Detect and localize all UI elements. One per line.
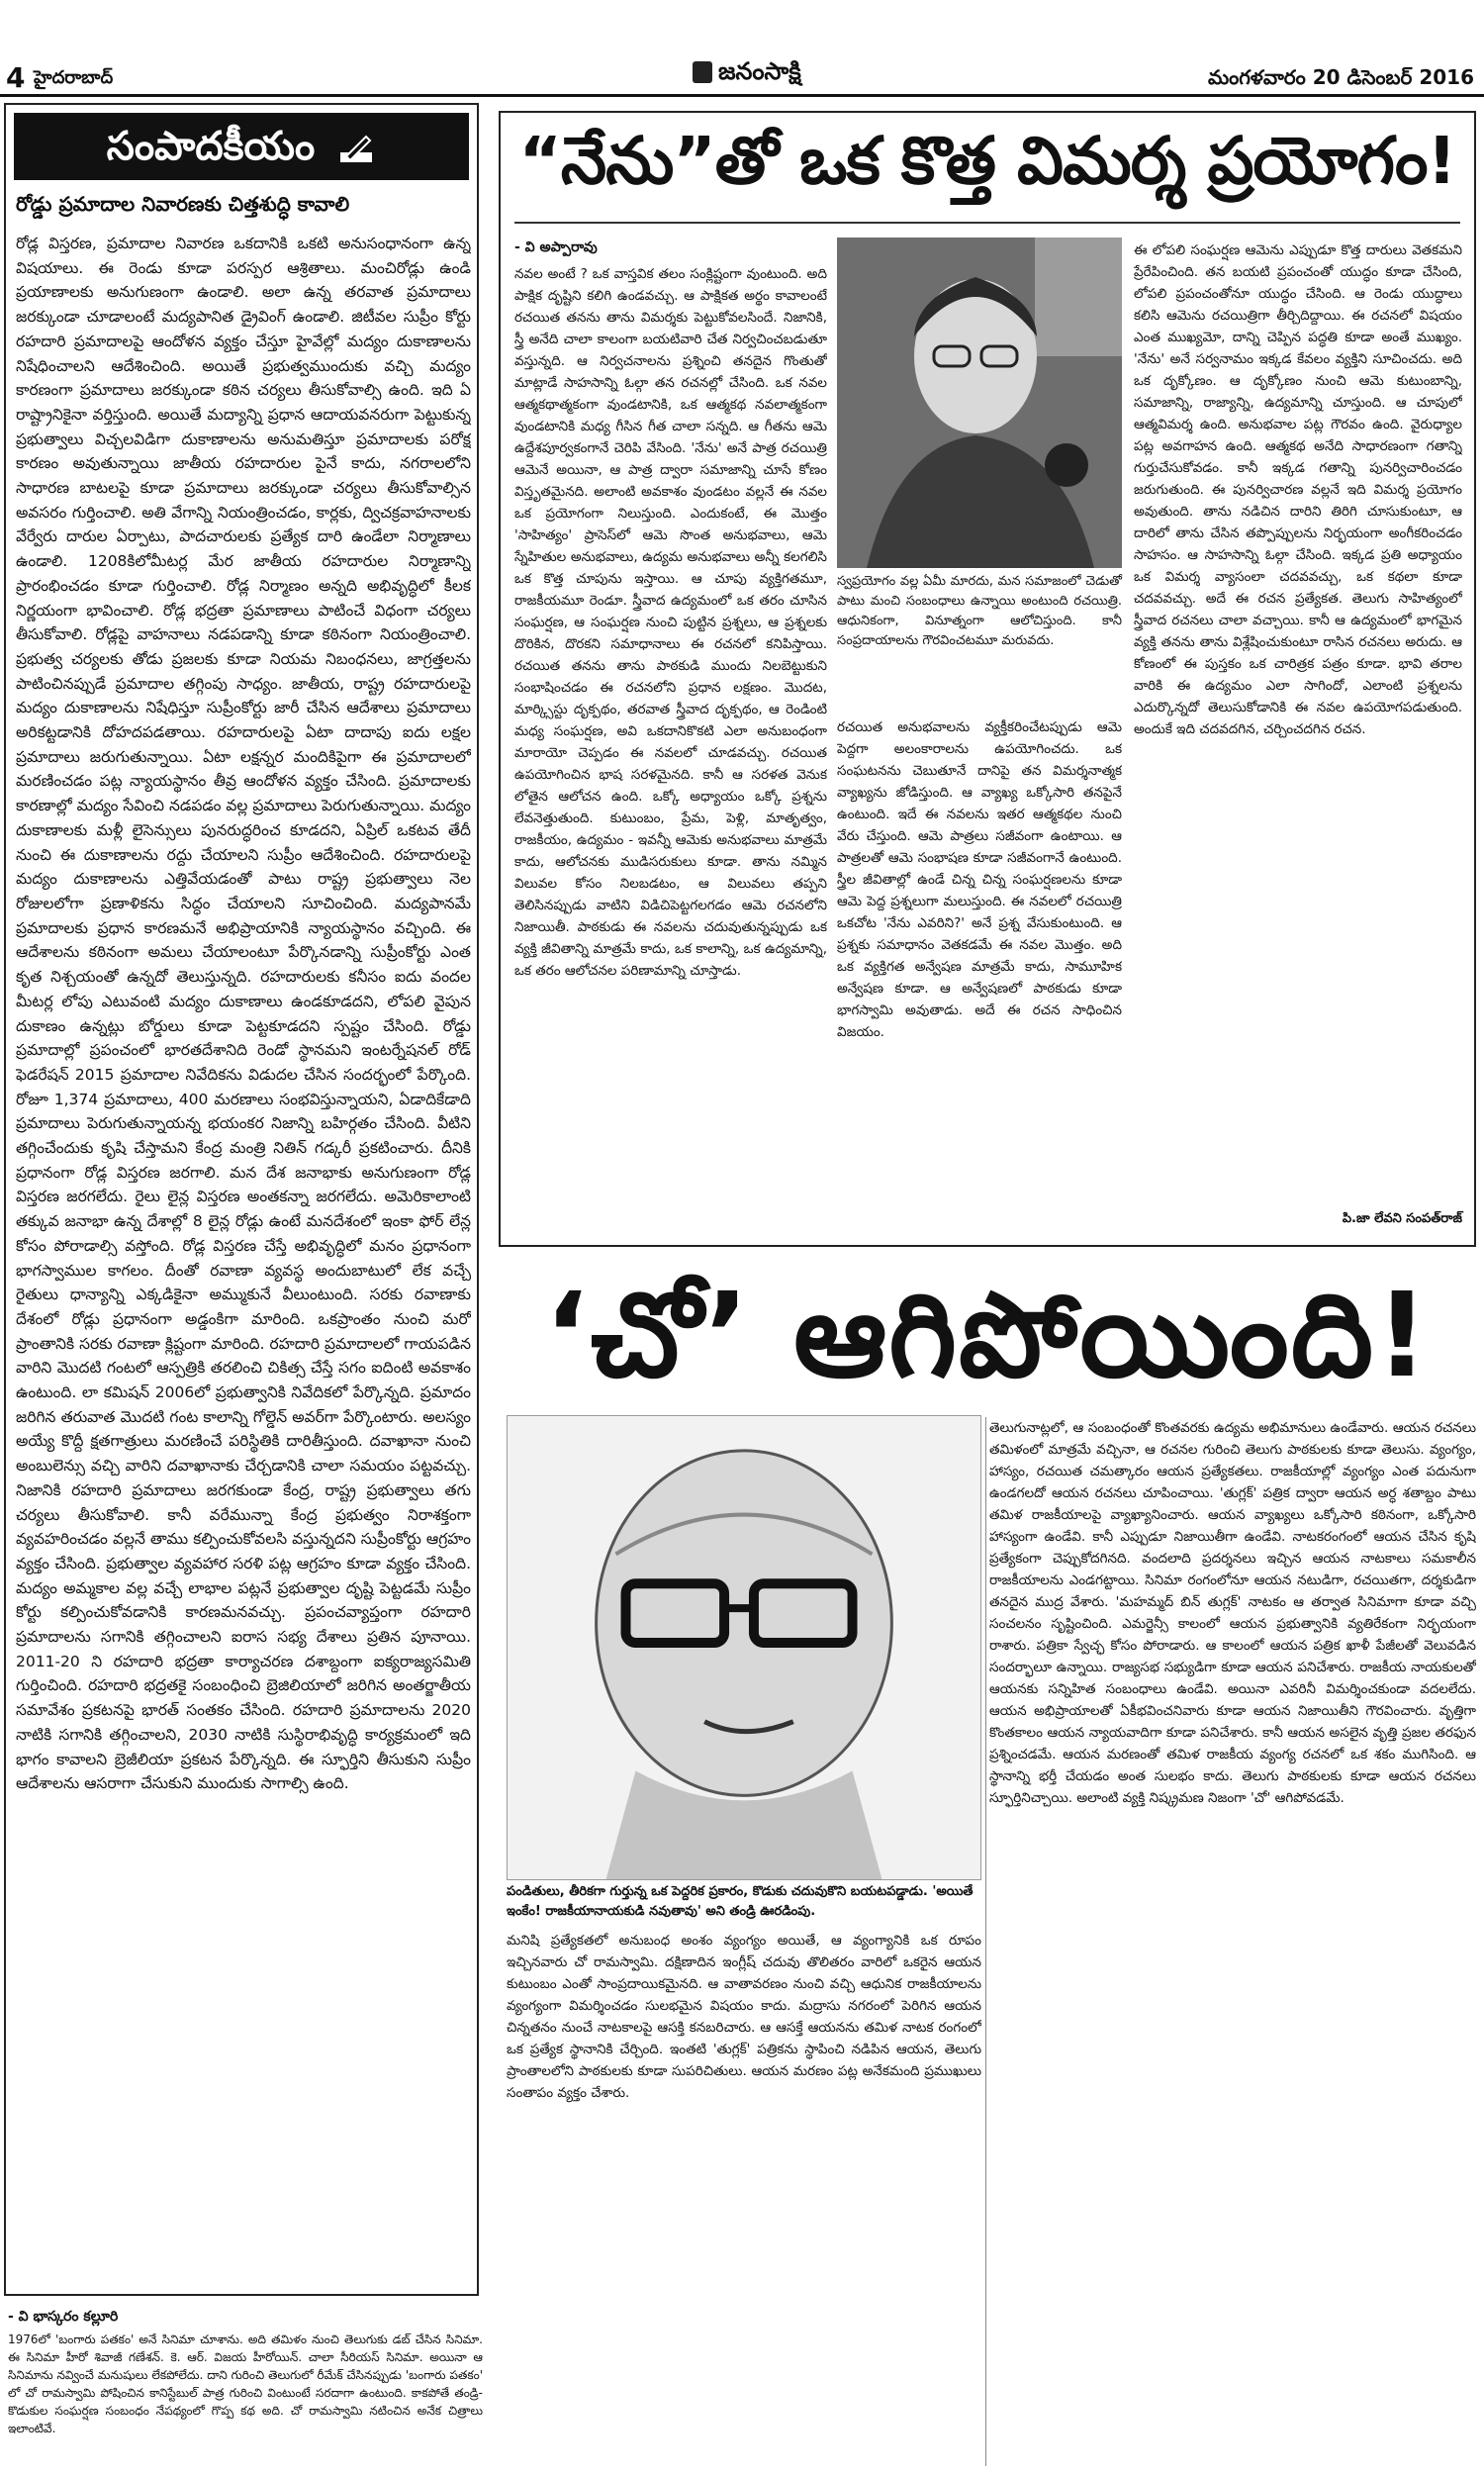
editorial-body: రోడ్ల విస్తరణ, ప్రమాదాల నివారణ ఒకదానికి ఒకటి అనుసంధానంగా ఉన్న విషయాలు. ఈ రెండు కూడా పరస్పర ఆశ్రితాలు. మంచిరోడ్లు ఉండి ప్రయాణాలకు అనుగుణంగా ఉండాలి. అలా ఉన్న తరవాత ప్రమాదాలు జరక్కుండా చూడాలంటే మద్యపానిత డ్రైవింగ్ ఉండాలి. జిటీవల సుప్రీం కోర్టు రహదారి ప్రమాదాలపై ఆందోళన వ్యక్తం చేస్తూ హైవేల్లో మద్యం దుకాణాలను నిషేధించాలని ఆదేశించింది. అయితే ప్రభుత్వముందుకు వచ్చి మద్యం కారణంగా ప్రమాదాలు జరక్కుండా కఠిన చర్యలు తీసుకోవాల్సి ఉంది. ఇది ఏ రాష్ట్రానికైనా వర్తిస్తుంది. అయితే మద్యాన్ని ప్రధాన ఆదాయవనరుగా పెట్టుకున్న ప్రభుత్వాలు విచ్చలవిడిగా దుకాణాలను అనుమతిస్తూ ప్రమాదాలకు పరోక్ష కారణం అవుతున్నాయి జాతీయ రహదారుల పైనే కాదు, నగరాలలోని సాధారణ బాటలపై కూడా ప్రమాదాలు జరక్కుండా చర్యలు తీసుకోవాల్సిన అవసరం గుర్తించాలి. అతి వేగాన్ని నియంత్రించడం, కార్లకు, ద్విచక్రవాహనాలకు వేర్వేరు దారుల ఏర్పాటు, పాదచారులకు ప్రత్యేక దారి ఉండేలా నిర్మాణాలు ఉండాలి. 1208కిలోమీటర్ల మేర జాతీయ రహదారుల నిర్మాణాన్ని ప్రారంభించడం కూడా గుర్తించాలి. రోడ్ల నిర్మాణం అన్నది అభివృద్ధిలో కీలక నిర్ణయంగా భావించాలి. రోడ్ల భద్రతా ప్రమాణాలు పాటించే విధంగా చర్యలు తీసుకోవాలి. రోడ్లపై వాహనాలు నడపడాన్ని కూడా కఠినంగా నియంత్రించాలి. ప్రభుత్వ చర్యలకు తోడు ప్రజలకు కూడా నియమ నిబంధనలు, జాగ్రత్తలను పాటించినప్పుడే ప్రమాదాల తగ్గింపు సాధ్యం. జాతీయ, రాష్ట్ర రహదారులపై మద్యం దుకాణాలను నిషేధిస్తూ సుప్రీంకోర్టు జారీ చేసిన ఆదేశాలు ప్రమాదాలు అరికట్టడానికి దోహదపడతాయి. రహదారులపై ఏటా దాదాపు ఐదు లక్షల ప్రమాదాలు జరుగుతున్నాయి. ఏటా లక్షన్నర మందికిపైగా ఈ ప్రమాదాలలో మరణించడం పట్ల న్యాయస్థానం తీవ్ర ఆందోళన వ్యక్తం చేసింది. ప్రమాదాలకు కారణాల్లో మద్యం సేవించి నడపడం వల్ల ప్రమాదాలు పెరుగుతున్నాయి. మద్యం దుకాణాలకు మళ్లీ లైసెన్సులు పునరుద్ధరించ కూడదని, ఏప్రిల్ ఒకటవ తేదీ నుంచి ఈ దుకాణాలను రద్దు చేయాలని సుప్రీం ఆదేశించింది. రహదారులపై మద్యం దుకాణాలను ఎత్తివేయడంతో పాటు రాష్ట్ర ప్రభుత్వాలు నెల రోజులలోగా ప్రణాళికను సిద్ధం చేయాలని సూచించింది. మద్యపానమే ప్రమాదాలకు ప్రధాన కారణమనే అభిప్రాయానికి న్యాయస్థానం వచ్చింది. ఈ ఆదేశాలను కఠినంగా అమలు చేయాలంటూ పేర్కొనడాన్ని సుప్రీంకోర్టు ఎంత కృత నిశ్చయంతో ఉన్నదో తెలుస్తున్నది. రహదారులకు కనీసం ఐదు వందల మీటర్ల లోపు ఎటువంటి మద్యం దుకాణాలు ఉండకూడదని, లోపలి వైపున దుకాణం ఉన్నట్లు బోర్డులు కూడా పెట్టకూడదని స్పష్టం చేసింది. రోడ్డు ప్రమాదాల్లో ప్రపంచంలో భారతదేశానిది రెండో స్థానమని ఇంటర్నేషనల్ రోడ్ ఫెడరేషన్ 2015 ప్రమాదాల నివేదికను విడుదల చేసిన సందర్భంలో పేర్కొంది. రోజూ 1,374 ప్రమాదాలు, 400 మరణాలు సంభవిస్తున్నాయని, ఏడాదికేడాది ప్రమాదాలు పెరుగుతున్నాయన్న భయంకర నిజాన్ని బహిర్గతం చేసింది. వీటిని తగ్గించేందుకు కృషి చేస్తామని కేంద్ర మంత్రి నితిన్ గడ్కరీ ప్రకటించారు. దీనికి ప్రధానంగా రోడ్ల విస్తరణ జరగాలి. మన దేశ జనాభాకు అనుగుణంగా రోడ్ల విస్తరణ జరగలేదు. రైలు లైన్ల విస్తరణ అంతకన్నా జరగలేదు. అమెరికాలాంటి తక్కువ జనాభా ఉన్న దేశాల్లో 8 లైన్ల రోడ్లు ఉంటే మనదేశంలో ఇంకా ఫోర్ లేన్ల కోసం పోరాడాల్సి వస్తోంది. రోడ్ల విస్తరణ చేస్తే అభివృద్ధిలో మనం ప్రధానంగా భాగస్వాముల కాగలం. దీంతో రవాణా వ్యవస్థ అందుబాటులో లేక వచ్చే రైతులు ధాన్యాన్ని ఎక్కడికైనా అమ్ముకునే వీలుంటుంది. సరకు రవాణాకు దేశంలో రోడ్లు ప్రధానంగా అడ్డంకిగా మారింది. ఒకప్రాంతం నుంచి మరో ప్రాంతానికి సరకు రవాణా క్లిష్టంగా మారింది. రహదారి ప్రమాదాలలో గాయపడిన వారిని మొదటి గంటలో ఆస్పత్రికి తరలించి చికిత్స చేస్తే సగం ఐదింటి అవకాశం ఉంటుంది. లా కమిషన్ 2006లో ప్రభుత్వానికి నివేదికలో పేర్కొన్నది. ప్రమాదం జరిగిన తరువాత మొదటి గంట కాలాన్ని గోల్డెన్ అవర్‌గా పేర్కొంటారు. అలస్యం అయ్యే కొద్దీ క్షతగాత్రులు మరణించే పరిస్థితికి దారితీస్తుంది. దవాఖానా నుంచి అంబులెన్సు వచ్చి వారిని దవాఖానాకు చేర్చడానికి చాలా సమయం పట్టవచ్చు. నిజానికి రహదారి ప్రమాదాలు జరగకుండా కేంద్ర, రాష్ట్ర ప్రభుత్వాలు తగు చర్యలు తీసుకోవాలి. కానీ వరేమున్నా కేంద్ర ప్రభుత్వం నిరాశక్తంగా వ్యవహరించడం వల్లనే తాము కల్పించుకోవలసి వస్తున్నదని సుప్రీంకోర్టు ఆగ్రహం వ్యక్తం చేసింది. ప్రభుత్వాల వ్యవహార సరళి పట్ల ఆగ్రహం కూడా వ్యక్తం చేసింది. మద్యం అమ్మకాల వల్ల వచ్చే లాభాల పట్లనే ప్రభుత్వాల దృష్టి పెట్టడమే సుప్రీం కోర్టు కల్పించుకోవడానికి కారణమనవచ్చు. ప్రపంచవ్యాప్తంగా రహదారి ప్రమాదాలను సగానికి తగ్గించాలని ఐరాస సభ్య దేశాలు ప్రతిన పూనాయి. 2011-20 ని రహదారి భద్రతా కార్యాచరణ దశాబ్దంగా ఐక్యరాజ్యసమితి గుర్తించింది. రహదారి భద్రతకై సంబంధించి బ్రెజిలియాలో జరిగిన అంతర్జాతీయ సమావేశం ప్రకటనపై భారత్ సంతకం చేసింది. రహదారి ప్రమాదాలను 2020 నాటికి సగానికి తగ్గించాలని, 2030 నాటికి సుస్థిరాభివృద్ధి కార్యక్రమంలో ఇది భాగం కావాలని బ్రెజీలియా ప్రకటన పేర్కొన్నది. ఈ స్ఫూర్తిని తీసుకుని సుప్రీం ఆదేశాలను ఆసరాగా చేసుకుని ముందుకు సాగాల్సి ఉంది. <box>16 235 471 1793</box>
masthead-rule <box>0 94 1484 97</box>
editorial-banner-label: సంపాదకీయం <box>106 124 316 169</box>
author-photo-caption: స్వప్రయోగం వల్ల ఏమీ మారదు, మన సమాజంలో చెడుతో పాటు మంచి సంబంధాలు ఉన్నాయి అంటుంది రచయిత్రి. ఆధునికంగా, వినూత్నంగా ఆలోచిస్తుంది. కానీ సంప్రదాయాలను గౌరవించటమూ మరువదు. <box>837 574 1122 648</box>
column-rule <box>985 1417 986 2466</box>
logo-icon <box>693 61 712 83</box>
cho-photo-caption: పండితులు, తీరికగా గుర్తున్న ఒక పెద్దరిక ప్రకారం, కొడుకు చదువుకొని బయటపడ్డాడు. 'అయితే ఇంకేం! రాజకీయానాయకుడి నవుతావు' అని తండ్రి ఊరడింపు. <box>507 1884 974 1919</box>
paper-logo <box>693 57 801 91</box>
masthead <box>0 0 1484 99</box>
article-nenu <box>499 111 1476 1247</box>
writer-note: 1976లో 'బంగారు పతకం' అనే సినిమా చూశాను. అది తమిళం నుంచి తెలుగుకు డబ్ చేసిన సినిమా. ఈ సినిమా హీరో శివాజీ గణేశన్. కె. ఆర్. విజయ హీరోయిన్. చాలా సీరియస్ సినిమా. అయినా ఆ సినిమాను నవ్వించే మనుషులు లేకపోలేదు. దాని గురించి తెలుగులో రీమేక్ చేసినప్పుడు 'బంగారు పతకం' లో చో రామస్వామి పోషించిన కానిస్టేబుల్ పాత్ర గురించి వింటుంటే సరదాగా ఉంటుంది. కాకపోతే తండ్రి-కొడుకుల సంఘర్షణ సంబంధం నేపథ్యంలో గొప్ప కథ అది. చో రామస్వామి నటించిన అనేక చిత్రాలు ఇలాంటివే. <box>8 2332 483 2435</box>
cho-portrait-image <box>508 1416 980 1879</box>
pen-icon <box>336 129 376 168</box>
paper-name: జనంసాక్షి <box>718 57 801 85</box>
article-cho-left-text: మనిషి ప్రత్యేకతలో అనుబంధ అంశం వ్యంగ్యం అయితే, ఆ వ్యంగ్యానికి ఒక రూపం ఇచ్చినవారు చో రామస్వామి. దక్షిణాదిన ఇంగ్లీష్ చదువు తొలితరం వారిలో ఒకరైన ఆయన కుటుంబం ఎంతో సాంప్రదాయికమైనది. ఆ వాతావరణం నుంచి వచ్చి ఆధునిక రాజకీయాలను వ్యంగ్యంగా విమర్శించడం సులభమైన విషయం కాదు. మద్రాసు నగరంలో పెరిగిన ఆయన చిన్నతనం నుంచే నాటకాలపై ఆసక్తి కనబరిచారు. ఆ ఆసక్తే ఆయనను తమిళ నాటక రంగంలో ఒక ప్రత్యేక స్థానానికి చేర్చింది. ఇంతటి 'తుగ్లక్' పత్రికను స్థాపించి నడిపిన ఆయన, తెలుగు ప్రాంతాలలోని పాఠకులకు కూడా సుపరిచితులు. ఆయన మరణం పట్ల అనేకమంది ప్రముఖులు సంతాపం వ్యక్తం చేశారు. <box>507 1933 981 2101</box>
writer-name: - వి భాస్కరం కల్లూరి <box>8 2309 119 2325</box>
article-nenu-title: “నేను”తో ఒక కొత్త విమర్శ ప్రయోగం! <box>518 123 1456 199</box>
editorial-banner <box>14 113 469 180</box>
cho-portrait <box>507 1415 981 1880</box>
edition-city: హైదరాబాద్ <box>34 67 114 88</box>
author-photo <box>837 238 1122 568</box>
page-number: 4 <box>6 61 26 94</box>
editorial-column <box>4 103 479 2296</box>
editorial-headline: రోడ్డు ప్రమాదాల నివారణకు చిత్తశుద్ధి కావాలి <box>16 192 350 216</box>
article-nenu-signature: పి.జా లేవని సంపత్‌రాజ్ <box>1342 1211 1462 1226</box>
article-cho-title: ‘చో’ ఆగిపోయింది! <box>544 1267 1431 1403</box>
issue-date: మంగళవారం 20 డిసెంబర్ 2016 <box>1207 65 1474 89</box>
article-nenu-col3: ఈ లోపలి సంఘర్షణ ఆమెను ఎప్పుడూ కొత్త దారులు వెతకమని ప్రేరేపించింది. తన బయటి ప్రపంచంతో యుద్ధం కూడా చేసింది, లోపలి ప్రపంచంతోనూ యుద్ధం చేసింది. ఆ రెండు యుద్ధాలు కలిసి ఆమెను రచయిత్రిగా తీర్చిదిద్దాయి. ఈ రచనలో విషయం ఎంత ముఖ్యమో, దాన్ని చెప్పిన పద్ధతి కూడా అంతే ముఖ్యం. 'నేను' అనే సర్వనామం ఇక్కడ కేవలం వ్యక్తిని సూచించదు. అది ఒక దృక్కోణం. ఆ దృక్కోణం నుంచి ఆమె కుటుంబాన్ని, సమాజాన్ని, రాజ్యాన్ని, ఉద్యమాన్ని చూస్తుంది. ఆ చూపులో ఆత్మవిమర్శ ఉంది. అనుభవాల పట్ల గౌరవం ఉంది. వైరుధ్యాల పట్ల అవగాహన ఉంది. ఆత్మకథ అనేది సాధారణంగా గతాన్ని గుర్తుచేసుకోవడం. కానీ ఇక్కడ గతాన్ని పునర్విచారించడం జరుగుతుంది. ఈ పునర్విచారణ వల్లనే ఇది విమర్శ ప్రయోగం అవుతుంది. తాను నడిచిన దారిని తిరిగి చూసుకుంటూ, ఆ దారిలో తాను చేసిన తప్పొప్పులను నిర్భయంగా అంగీకరించడం సాహసం. ఆ సాహసాన్ని ఓల్గా చేసింది. ఇక్కడ ప్రతి అధ్యాయం ఒక విమర్శ వ్యాసంలా చదవవచ్చు, ఒక కథలా కూడా చదవవచ్చు. అదే ఈ రచన ప్రత్యేకత. తెలుగు సాహిత్యంలో స్త్రీవాద రచనలు చాలా వచ్చాయి. కానీ ఆ ఉద్యమంలో భాగమైన వ్యక్తి తనను తాను విశ్లేషించుకుంటూ రాసిన రచనలు అరుదు. ఆ కోణంలో ఈ పుస్తకం ఒక చారిత్రక పత్రం కూడా. భావి తరాల వారికి ఈ ఉద్యమం ఎలా సాగిందో, ఎలాంటి ప్రశ్నలను ఎదుర్కొన్నదో తెలుసుకోడానికి ఈ నవల ఉపయోగపడుతుంది. అందుకే ఇది చదవదగిన, చర్చించదగిన రచన. <box>1134 242 1462 737</box>
author-portrait-image <box>837 238 1122 568</box>
article-nenu-byline: - వి అప్పారావు <box>514 239 598 255</box>
article-nenu-col2: రచయిత అనుభవాలను వ్యక్తీకరించేటప్పుడు ఆమె పెద్దగా అలంకారాలను ఉపయోగించదు. ఒక సంఘటనను చెబుతూనే దానిపై తన విమర్శనాత్మక వ్యాఖ్యను జోడిస్తుంది. ఆ వ్యాఖ్య ఒక్కోసారి తనపైనే ఉంటుంది. ఇదే ఈ నవలను ఇతర ఆత్మకథల నుంచి వేరు చేస్తుంది. ఆమె పాత్రలు సజీవంగా ఉంటాయి. ఆ పాత్రలతో ఆమె సంభాషణ కూడా సజీవంగానే ఉంటుంది. స్త్రీల జీవితాల్లో ఉండే చిన్న చిన్న సంఘర్షణలను కూడా ఆమె పెద్ద ప్రశ్నలుగా మలుస్తుంది. ఈ నవలలో రచయిత్రి ఒకచోట 'నేను ఎవరిని?' అనే ప్రశ్న వేసుకుంటుంది. ఆ ప్రశ్నకు సమాధానం వెతకడమే ఈ నవల మొత్తం. అది ఒక వ్యక్తిగత అన్వేషణ మాత్రమే కాదు, సామూహిక అన్వేషణ కూడా. ఆ అన్వేషణలో పాఠకుడు కూడా భాగస్వామి అవుతాడు. అదే ఈ రచన సాధించిన విజయం. <box>837 719 1122 1040</box>
article-cho-right-text: తెలుగునాట్లలో, ఆ సంబంధంతో కొంతవరకు ఉద్యమ అభిమానులు ఉండేవారు. ఆయన రచనలు తమిళంలో మాత్రమే వచ్చినా, ఆ రచనల గురించి తెలుగు పాఠకులకు కూడా తెలుసు. వ్యంగ్యం, హాస్యం, రచయిత చమత్కారం ఆయన ప్రత్యేకతలు. రాజకీయాల్లో వ్యంగ్యం ఎంత పదునుగా ఉండగలదో ఆయన రచనలు చూపించాయి. 'తుగ్లక్' పత్రిక ద్వారా ఆయన అర్ధ శతాబ్దం పాటు తమిళ రాజకీయాలపై వ్యాఖ్యానించారు. ఆయన వ్యాఖ్యలు ఒక్కోసారి కఠినంగా, ఒక్కోసారి హాస్యంగా ఉండేవి. కానీ ఎప్పుడూ నిజాయితీగా ఉండేవి. నాటకరంగంలో ఆయన చేసిన కృషి ప్రత్యేకంగా చెప్పుకోదగినది. వందలాది ప్రదర్శనలు ఇచ్చిన ఆయన నాటకాలు సమకాలీన రాజకీయాలను ఎండగట్టాయి. సినిమా రంగంలోనూ ఆయన నటుడిగా, రచయితగా, దర్శకుడిగా తనదైన ముద్ర వేశారు. 'మహమ్మద్ బిన్ తుగ్లక్' నాటకం ఆ తర్వాత సినిమాగా కూడా వచ్చి సంచలనం సృష్టించింది. ఎమర్జెన్సీ కాలంలో ఆయన ప్రభుత్వానికి వ్యతిరేకంగా నిర్భయంగా రాశారు. పత్రికా స్వేచ్ఛ కోసం పోరాడారు. ఆ కాలంలో ఆయన పత్రిక ఖాళీ పేజీలతో వెలువడిన సందర్భాలూ ఉన్నాయి. రాజ్యసభ సభ్యుడిగా కూడా ఆయన పనిచేశారు. రాజకీయ నాయకులతో ఆయనకు సన్నిహిత సంబంధాలు ఉండేవి. అయినా ఎవరినీ విమర్శించకుండా వదలలేదు. ఆయన అభిప్రాయాలతో ఏకీభవించనివారు కూడా ఆయన నిజాయితీని గౌరవించారు. వృత్తిగా కొంతకాలం ఆయన న్యాయవాదిగా కూడా పనిచేశారు. కానీ ఆయన అసలైన వృత్తి ప్రజల తరఫున ప్రశ్నించడమే. ఆయన మరణంతో తమిళ రాజకీయ వ్యంగ్య రచనలో ఒక శకం ముగిసింది. ఆ స్థానాన్ని భర్తీ చేయడం అంత సులభం కాదు. తెలుగు పాఠకులకు కూడా ఆయన రచనలు స్ఫూర్తినిచ్చాయి. అలాంటి వ్యక్తి నిష్క్రమణ నిజంగా 'చో' ఆగిపోవడమే. <box>989 1420 1476 1806</box>
title-rule <box>514 222 1460 224</box>
article-nenu-col1: నవల అంటే ? ఒక వాస్తవిక తలం సంక్లిష్టంగా వుంటుంది. అది పాక్షిక దృష్టిని కలిగి ఉండవచ్చు. ఆ పాక్షికత అర్థం కావాలంటే రచయిత తనను తాను విమర్శకు పెట్టుకోవలసిందే. నిజానికి, స్త్రీ అనేది చాలా కాలంగా బయటివారి చేత నిర్వచించబడుతూ వస్తున్నది. ఆ నిర్వచనాలను ప్రశ్నించి తనదైన గొంతుతో మాట్లాడే సాహసాన్ని ఓల్గా తన రచనల్లో చేసింది. ఒక నవల ఆత్మకథాత్మకంగా వుండటానికి, ఒక ఆత్మకథ నవలాత్మకంగా వుండటానికి మధ్య గీసిన గీత చాలా సన్నది. ఆ గీతను ఆమె ఉద్దేశపూర్వకంగానే చెరిపి వేసింది. 'నేను' అనే పాత్ర రచయిత్రి ఆమెనే అయినా, ఆ పాత్ర ద్వారా సమాజాన్ని చూసే కోణం విస్తృతమైనది. అలాంటి అవకాశం వుండటం వల్లనే ఈ నవల ఒక ప్రయోగంగా నిలుస్తుంది. ఎందుకంటే, ఈ మొత్తం 'సాహిత్యం' ప్రాసెస్‌లో ఆమె సొంత అనుభవాలు, ఆమె స్నేహితుల అనుభవాలు, ఉద్యమ అనుభవాలు అన్నీ కలగలిసి ఒక కొత్త చూపును ఇస్తాయి. ఆ చూపు వ్యక్తిగతమూ, రాజకీయమూ రెండూ. స్త్రీవాద ఉద్యమంలో ఒక తరం చూసిన సంఘర్షణ, ఆ సంఘర్షణ నుంచి పుట్టిన ప్రశ్నలు, ఆ ప్రశ్నలకు దొరికిన, దొరకని సమాధానాలు ఈ రచనలో కనిపిస్తాయి. రచయిత తనను తాను పాఠకుడి ముందు నిలబెట్టుకుని సంభాషించడం ఈ రచనలోని ప్రధాన లక్షణం. మొదట, మార్క్సిస్టు దృక్పథం, తరవాత స్త్రీవాద దృక్పథం, ఆ రెండింటి మధ్య సంఘర్షణ, అవి ఒకదానికొకటి ఎలా అనుబంధంగా మారాయో చెప్పడం ఈ నవలలో చూడవచ్చు. రచయిత ఉపయోగించిన భాష సరళమైనది. కానీ ఆ సరళత వెనుక లోతైన ఆలోచన ఉంది. ఒక్కో అధ్యాయం ఒక్కో ప్రశ్నను లేవనెత్తుతుంది. కుటుంబం, ప్రేమ, పెళ్లి, మాతృత్వం, రాజకీయం, ఉద్యమం - ఇవన్నీ ఆమెకు అనుభవాలు మాత్రమే కాదు, ఆలోచనకు ముడిసరుకులు కూడా. తాను నమ్మిన విలువల కోసం నిలబడటం, ఆ విలువలు తప్పని తెలిసినప్పుడు వాటిని విడిచిపెట్టగలగడం ఆమె రచనలోని నిజాయితీ. పాఠకుడు ఈ నవలను చదువుతున్నప్పుడు ఒక వ్యక్తి జీవితాన్ని మాత్రమే కాదు, ఒక కాలాన్ని, ఒక ఉద్యమాన్ని, ఒక తరం ఆలోచనల పరిణామాన్ని చూస్తాడు. <box>514 266 827 979</box>
